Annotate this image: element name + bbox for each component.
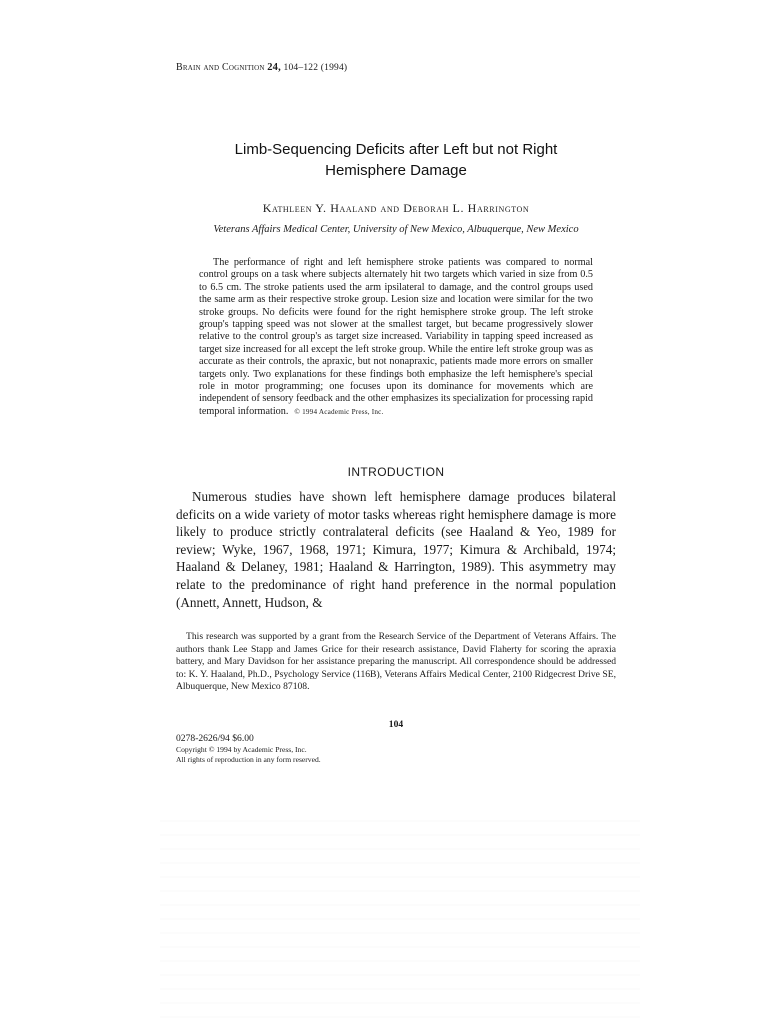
publication-copyright: Copyright © 1994 by Academic Press, Inc. xyxy=(176,745,307,754)
footnote-text: This research was supported by a grant from the Research Service of the Department of Veterans Affairs. The authors thank Lee Stapp and James Grice for their research assistance, David Flaherty for scoring the apraxia battery, and Mary Davidson for her assistance preparing the manuscript. All correspondence should be addressed to: K. Y. Haaland, Ph.D., Psychology Service (116B), Veterans Affairs Medical Center, 2100 Ridgecrest Drive SE, Albuquerque, New Mexico 87108. xyxy=(176,631,616,693)
introduction-paragraph: Numerous studies have shown left hemisphere damage produces bilateral deficits on a wide variety of motor tasks whereas right hemisphere damage is more likely to produce strictly contralateral deficits (see Haaland & Yeo, 1989 for review; Wyke, 1967, 1968, 1971; Kimura, 1977; Kimura & Archibald, 1974; Haaland & Delaney, 1981; Haaland & Harrington, 1989). This asymmetry may relate to the predominance of right hand preference in the normal population (Annett, Annett, Hudson, & xyxy=(176,489,616,610)
abstract-text: The performance of right and left hemisphere stroke patients was compared to normal control groups on a task where subjects alternately hit two targets which varied in size from 0.5 to 6.5 cm. The stroke patients used the arm ipsilateral to damage, and the control groups used the same arm as their respective stroke group. Lesion size and location were similar for the two stroke groups. No deficits were found for the right hemisphere stroke group. The left stroke group's tapping speed was not slower at the smallest target, but became progressively slower relative to the control group's as target size increased. Variability in tapping speed increased as target size increased for all except the left stroke group. While the entire left stroke group was as accurate as their controls, the apraxic, but not nonapraxic, patients made more errors on smaller targets only. Two explanations for these findings both emphasize the left hemisphere's special role in motor programming; one focuses upon its dominance for movements which are independent of sensory feedback and the other emphasizes its specialization for processing rapid temporal information. xyxy=(199,257,593,417)
footnote xyxy=(176,631,616,694)
abstract-paragraph xyxy=(199,257,593,418)
publication-rights: All rights of reproduction in any form reserved. xyxy=(176,755,321,764)
abstract-copyright: © 1994 Academic Press, Inc. xyxy=(294,407,384,416)
article-affiliation: Veterans Affairs Medical Center, University of New Mexico, Albuquerque, New Mexico xyxy=(213,224,579,235)
journal-header xyxy=(176,62,347,73)
publication-price: 0278-2626/94 $6.00 xyxy=(176,733,254,744)
journal-name: Brain and Cognition xyxy=(176,62,265,73)
article-authors: Kathleen Y. Haaland and Deborah L. Harrington xyxy=(262,201,530,215)
title-line-2: Hemisphere Damage xyxy=(325,162,467,179)
title-line-1: Limb-Sequencing Deficits after Left but not Right xyxy=(234,141,558,158)
introduction-body xyxy=(176,488,616,611)
section-heading-introduction: INTRODUCTION xyxy=(347,465,445,479)
abstract xyxy=(199,257,593,418)
journal-pages-year: 104–122 (1994) xyxy=(283,63,348,73)
journal-volume: 24, xyxy=(267,62,281,73)
page-number: 104 xyxy=(388,719,404,730)
article-title xyxy=(176,139,616,181)
bleed-through-texture xyxy=(160,820,640,1020)
